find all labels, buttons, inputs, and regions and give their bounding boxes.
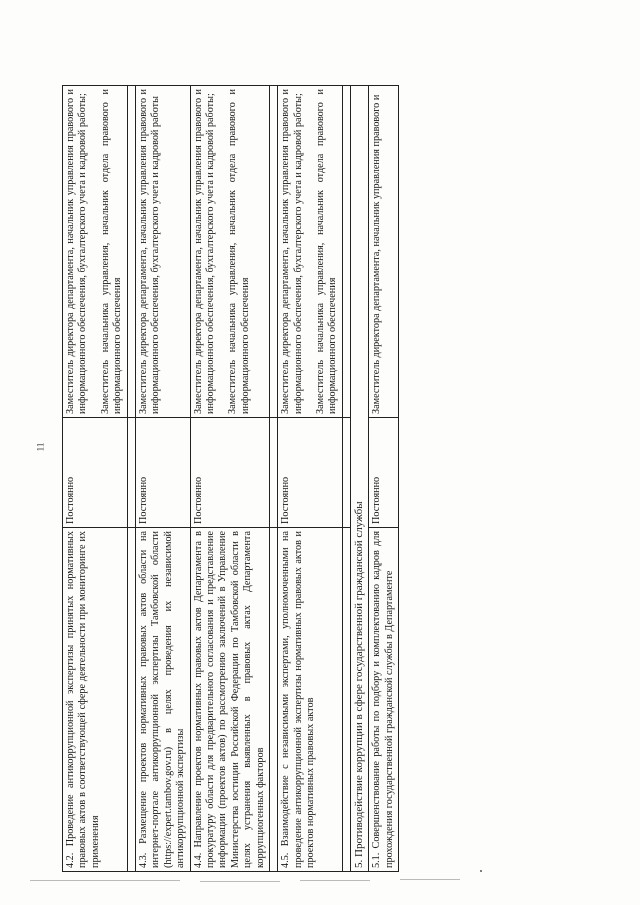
table-row bbox=[63, 86, 128, 872]
responsible-primary: Заместитель директора департамента, начальник управления правового и информационного обеспечения, бухгалтерского учета и кадровой работы; bbox=[192, 89, 216, 414]
term-cell: Постоянно bbox=[135, 418, 190, 528]
measure-cell: 4.3. Размещение проектов нормативных правовых актов области на интернет-портале антикоррупционной экспертизы Тамбовской области (https://expert.tambov.gov.ru) в целях проведения их независимой антикоррупционной экспертизы bbox=[135, 528, 190, 872]
responsible-cell bbox=[63, 86, 128, 418]
responsible-secondary: Заместитель начальника управления, начальник отдела правового и информационного обеспечения bbox=[99, 89, 124, 414]
table-row bbox=[278, 86, 343, 872]
section-heading: 5. Противодействие коррупции в сфере государственной гражданской службы bbox=[350, 86, 368, 872]
responsible-secondary: Заместитель начальника управления, начальник отдела правового и информационного обеспечения bbox=[227, 89, 251, 414]
responsible-primary: Заместитель директора департамента, начальник управления правового и информационного обеспечения, бухгалтерского учета и кадровой работы; bbox=[65, 89, 89, 414]
responsible-cell bbox=[190, 86, 270, 418]
scan-speck bbox=[480, 870, 482, 872]
term-cell: Постоянно bbox=[190, 418, 270, 528]
measure-cell: 5.1. Совершенствование работы по подбору и комплектованию кадров для прохождения государственной гражданской службы в Департаменте bbox=[369, 528, 399, 872]
table-row bbox=[190, 86, 270, 872]
scan-artifact-line bbox=[200, 881, 280, 882]
measure-cell: 4.4. Направление проектов нормативных правовых актов Департамента в прокуратуру области для предварительного согласования и представление информации (проектов актов) по рассмотрению заключений в Управление Министерства юстиции Российской Федерации по Тамбовской области в целях устранения выявленных в правовых актах Департамента коррупциогенных факторов bbox=[190, 528, 270, 872]
section-heading-row bbox=[350, 86, 368, 872]
scan-artifact-line bbox=[400, 879, 460, 880]
measure-cell: 4.2. Проведение антикоррупционной экспертизы принятых нормативных правовых актов в соответствующей сфере деятельности при мониторинге их применения bbox=[63, 528, 128, 872]
table-row bbox=[369, 86, 399, 872]
scan-artifact-line bbox=[30, 880, 180, 881]
scan-artifact-line bbox=[300, 880, 370, 881]
responsible-cell bbox=[135, 86, 190, 418]
term-cell: Постоянно bbox=[63, 418, 128, 528]
responsible-secondary: Заместитель начальника управления, начальник отдела правового и информационного обеспечения bbox=[315, 89, 339, 414]
term-cell: Постоянно bbox=[278, 418, 343, 528]
responsible-primary: Заместитель директора департамента, начальник управления правового и информационного обеспечения, бухгалтерского учета и кадровой работы; bbox=[280, 89, 304, 414]
measures-table bbox=[62, 85, 399, 872]
page-number: 11 bbox=[35, 442, 46, 452]
table-row bbox=[135, 86, 190, 872]
responsible-cell: Заместитель директора департамента, начальник управления правового и bbox=[369, 86, 399, 418]
responsible-primary: Заместитель директора департамента, начальник управления правового и информационного обеспечения, бухгалтерского учета и кадровой работы bbox=[137, 89, 162, 414]
measure-cell: 4.5. Взаимодействие с независимыми экспертами, уполномоченными на проведение антикоррупционной экспертизы нормативных правовых актов и проектов нормативных правовых актов bbox=[278, 528, 343, 872]
rotated-page bbox=[62, 86, 550, 872]
term-cell: Постоянно bbox=[369, 418, 399, 528]
responsible-cell bbox=[278, 86, 343, 418]
